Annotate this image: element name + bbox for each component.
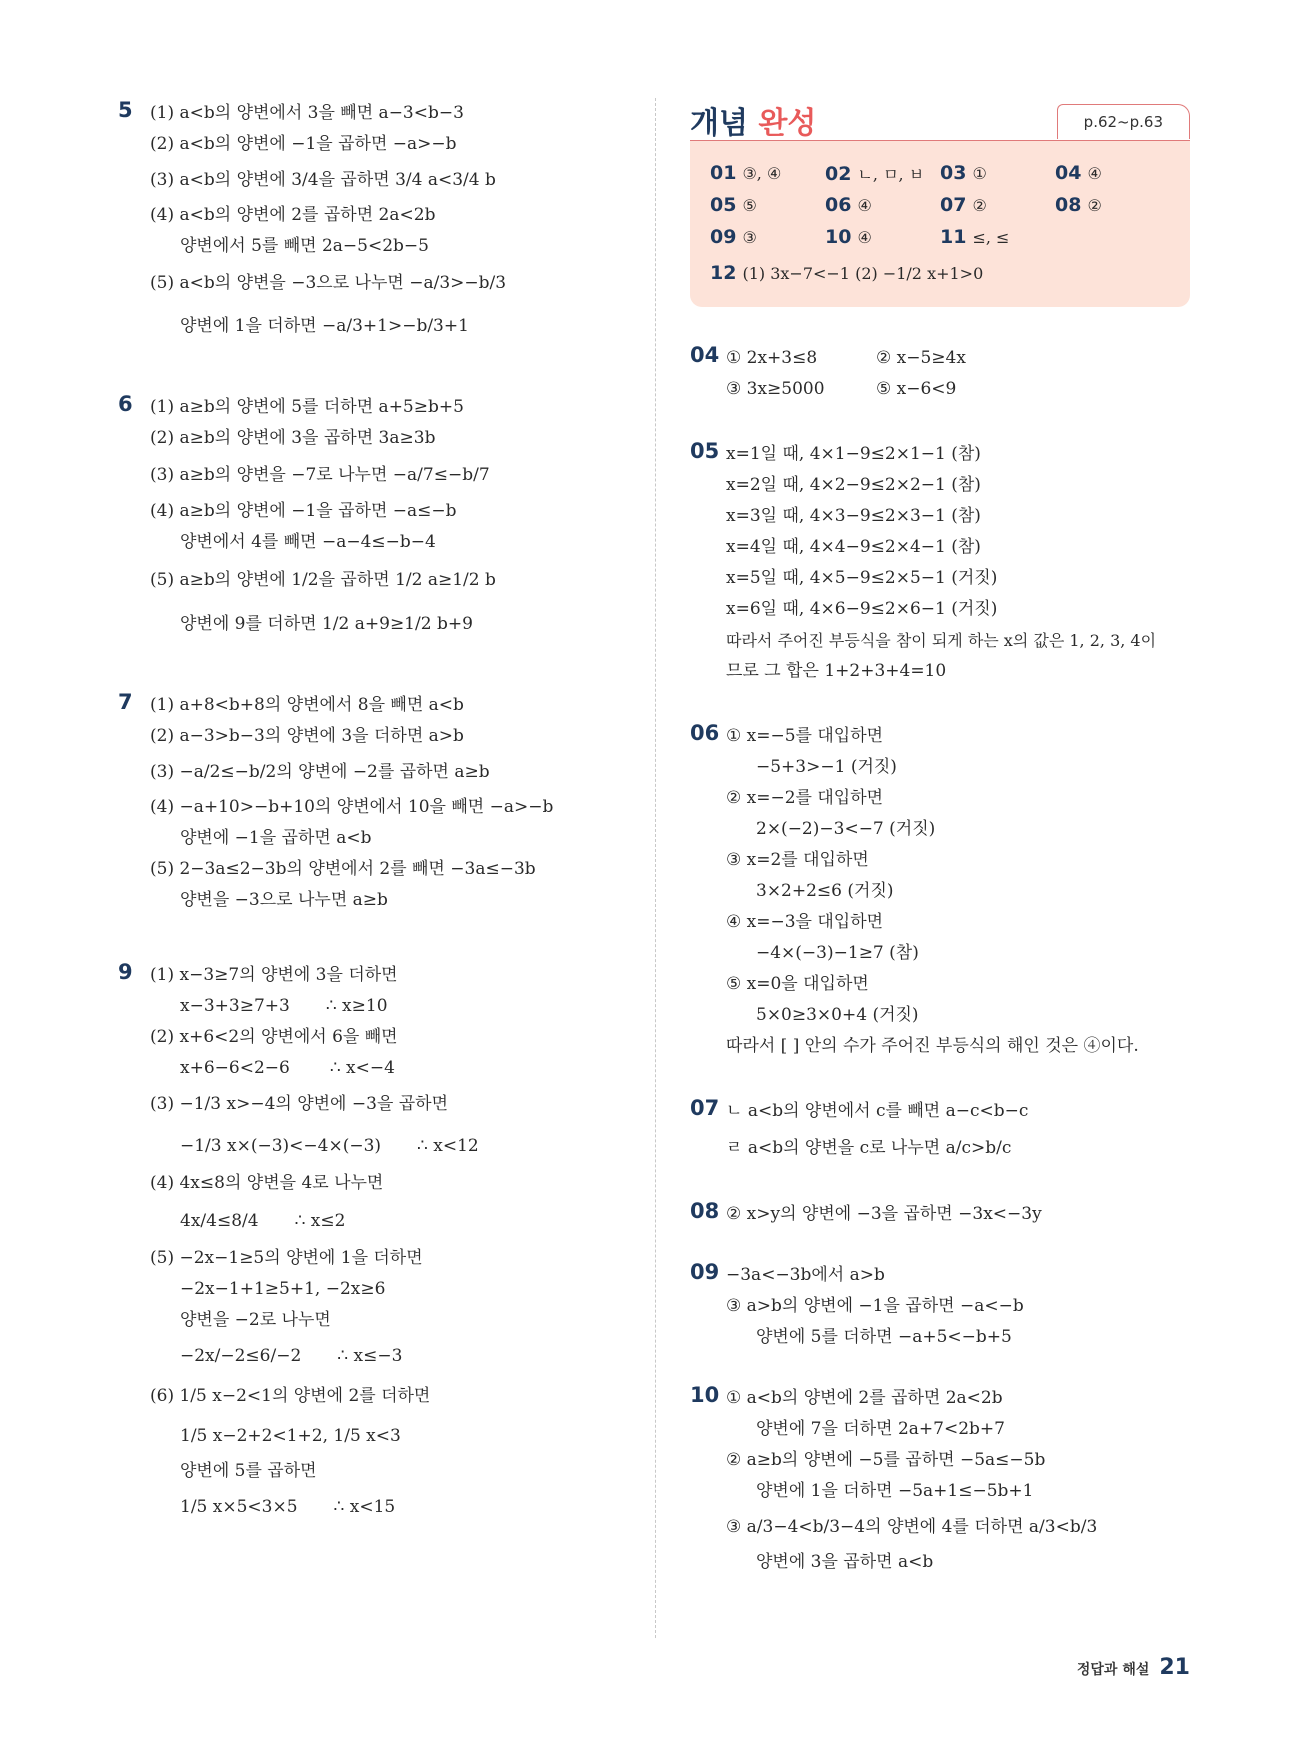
conclusion: ∴ x<−4	[329, 1058, 395, 1078]
solution-line: (1) a+8<b+8의 양변에서 8을 빼면 a<b	[150, 695, 464, 715]
solution-line: (1) a≥b의 양변에 5를 더하면 a+5≥b+5	[150, 397, 464, 417]
answer-item: 04 ④	[1055, 162, 1102, 184]
problem-07	[690, 1096, 1190, 1169]
problem-number: 6	[118, 392, 133, 416]
solution-line: 양변에 1을 더하면 −5a+1≤−5b+1	[756, 1481, 1034, 1501]
solution-line: 3×2+2≤6 (거짓)	[756, 881, 894, 901]
solution-line: 양변에 3을 곱하면 a<b	[756, 1552, 934, 1572]
problem-number: 06	[690, 721, 720, 745]
solution-line: 1/5 x×5<3×5	[180, 1497, 298, 1517]
solution-line: (3) −a/2≤−b/2의 양변에 −2를 곱하면 a≥b	[150, 762, 490, 782]
solution-line: 양변에 −1을 곱하면 a<b	[180, 828, 372, 848]
solution-line: 2×(−2)−3<−7 (거짓)	[756, 819, 936, 839]
section-header	[690, 98, 1190, 141]
solution-line: (2) a−3>b−3의 양변에 3을 더하면 a>b	[150, 726, 464, 746]
solution-line: (4) 4x≤8의 양변을 4로 나누면	[150, 1173, 384, 1193]
problem-9	[118, 960, 638, 1527]
footer-label: 정답과 해설	[1076, 1662, 1150, 1678]
solution-line: 양변에 7을 더하면 2a+7<2b+7	[756, 1419, 1005, 1439]
solution-line: (5) a<b의 양변을 −3으로 나누면 −a/3>−b/3	[150, 273, 507, 293]
solution-line: (6) 1/5 x−2<1의 양변에 2를 더하면	[150, 1386, 431, 1406]
solution-line: x=3일 때, 4×3−9≤2×3−1 (참)	[726, 506, 981, 526]
solution-line: −4×(−3)−1≥7 (참)	[756, 943, 919, 963]
solution-line: ② x>y의 양변에 −3을 곱하면 −3x<−3y	[726, 1204, 1042, 1224]
conclusion: ∴ x≤2	[294, 1211, 346, 1231]
problem-10	[690, 1383, 1190, 1578]
solution-line: (4) −a+10>−b+10의 양변에서 10을 빼면 −a>−b	[150, 797, 554, 817]
solution-line: ⑤ x−6<9	[876, 379, 957, 399]
solution-line: ② x−5≥4x	[876, 348, 966, 368]
solution-line: −2x/−2≤6/−2	[180, 1346, 302, 1366]
solution-line: 양변에 9를 더하면 1/2 a+9≥1/2 b+9	[180, 614, 473, 634]
solution-line: 5×0≥3×0+4 (거짓)	[756, 1005, 919, 1025]
answer-item: 01 ③, ④	[710, 162, 782, 184]
problem-08	[690, 1199, 1190, 1230]
column-divider	[655, 98, 656, 1638]
conclusion: ∴ x<12	[417, 1136, 479, 1156]
conclusion: ∴ x≤−3	[337, 1346, 403, 1366]
solution-line: (1) a<b의 양변에서 3을 빼면 a−3<b−3	[150, 103, 464, 123]
problem-number: 08	[690, 1199, 720, 1223]
problem-09	[690, 1260, 1190, 1353]
solution-line: 양변에서 5를 빼면 2a−5<2b−5	[180, 236, 429, 256]
problem-number: 9	[118, 960, 133, 984]
solution-line: (3) a≥b의 양변을 −7로 나누면 −a/7≤−b/7	[150, 465, 490, 485]
solution-line: 양변에 5를 곱하면	[180, 1461, 317, 1481]
solution-line: ③ a/3−4<b/3−4의 양변에 4를 더하면 a/3<b/3	[726, 1517, 1098, 1537]
problem-number: 09	[690, 1260, 720, 1284]
answer-item: 08 ②	[1055, 194, 1102, 216]
problem-number: 5	[118, 98, 133, 122]
solution-line: ③ 3x≥5000	[726, 379, 825, 399]
solution-line: x=5일 때, 4×5−9≤2×5−1 (거짓)	[726, 568, 998, 588]
solution-line: x+6−6<2−6	[180, 1058, 290, 1078]
problem-5	[118, 98, 638, 348]
section-title	[690, 98, 816, 142]
solution-line: ㄹ a<b의 양변을 c로 나누면 a/c>b/c	[726, 1138, 1012, 1158]
solution-line: ① 2x+3≤8	[726, 348, 818, 368]
solution-line: (4) a<b의 양변에 2를 곱하면 2a<2b	[150, 205, 436, 225]
solution-line: x−3+3≥7+3	[180, 996, 290, 1016]
solution-line: −5+3>−1 (거짓)	[756, 757, 897, 777]
title-text: 개념	[690, 106, 759, 141]
conclusion: ∴ x<15	[333, 1497, 396, 1517]
answer-item: 06 ④	[825, 194, 872, 216]
answer-item: 11 ≤, ≤	[940, 226, 1010, 248]
problem-6	[118, 392, 638, 646]
solution-line: 양변을 −3으로 나누면 a≥b	[180, 890, 388, 910]
solution-line: ③ x=2를 대입하면	[726, 850, 869, 870]
problem-04	[690, 343, 1190, 405]
solution-line: (5) −2x−1≥5의 양변에 1을 더하면	[150, 1248, 423, 1268]
solution-line: −3a<−3b에서 a>b	[726, 1265, 885, 1285]
solution-line: 따라서 주어진 부등식을 참이 되게 하는 x의 값은 1, 2, 3, 4이	[726, 631, 1157, 650]
answer-item: 02 ㄴ, ㅁ, ㅂ	[825, 162, 925, 185]
solution-line: (3) −1/3 x>−4의 양변에 −3을 곱하면	[150, 1094, 449, 1114]
left-column	[118, 98, 638, 1571]
problem-05	[690, 439, 1190, 687]
problem-number: 07	[690, 1096, 720, 1120]
answer-key-box	[690, 141, 1190, 307]
solution-line: ② a≥b의 양변에 −5를 곱하면 −5a≤−5b	[726, 1450, 1046, 1470]
solution-line: (4) a≥b의 양변에 −1을 곱하면 −a≤−b	[150, 501, 457, 521]
solution-line: ③ a>b의 양변에 −1을 곱하면 −a<−b	[726, 1296, 1024, 1316]
solution-line: (2) a<b의 양변에 −1을 곱하면 −a>−b	[150, 134, 457, 154]
problem-number: 7	[118, 690, 133, 714]
solution-line: 따라서 [ ] 안의 수가 주어진 부등식의 해인 것은 ④이다.	[726, 1036, 1139, 1056]
solution-line: (2) x+6<2의 양변에서 6을 빼면	[150, 1027, 398, 1047]
answer-item: 03 ①	[940, 162, 987, 184]
answer-item: 10 ④	[825, 226, 872, 248]
solution-line: x=4일 때, 4×4−9≤2×4−1 (참)	[726, 537, 981, 557]
solution-line: 4x/4≤8/4	[180, 1211, 259, 1231]
solution-line: (5) 2−3a≤2−3b의 양변에서 2를 빼면 −3a≤−3b	[150, 859, 536, 879]
answer-item: 12 (1) 3x−7<−1 (2) −1/2 x+1>0	[710, 262, 984, 284]
solution-line: ① a<b의 양변에 2를 곱하면 2a<2b	[726, 1388, 1003, 1408]
answer-item: 05 ⑤	[710, 194, 757, 216]
page-number: 21	[1159, 1655, 1190, 1680]
solution-line: ㄴ a<b의 양변에서 c를 빼면 a−c<b−c	[726, 1101, 1029, 1121]
solution-line: (1) x−3≥7의 양변에 3을 더하면	[150, 965, 398, 985]
right-column	[690, 98, 1190, 1622]
solution-line: (3) a<b의 양변에 3/4을 곱하면 3/4 a<3/4 b	[150, 170, 496, 190]
solution-line: 므로 그 합은 1+2+3+4=10	[726, 661, 947, 681]
page-range-tab: p.62~p.63	[1057, 104, 1190, 139]
solution-line: ⑤ x=0을 대입하면	[726, 974, 869, 994]
solution-line: ② x=−2를 대입하면	[726, 788, 884, 808]
problem-06	[690, 721, 1190, 1062]
answer-item: 07 ②	[940, 194, 987, 216]
solution-line: ④ x=−3을 대입하면	[726, 912, 884, 932]
solution-line: ① x=−5를 대입하면	[726, 726, 884, 746]
title-accent: 완성	[758, 106, 817, 141]
solution-line: 1/5 x−2+2<1+2, 1/5 x<3	[180, 1426, 401, 1446]
solution-line: (5) a≥b의 양변에 1/2을 곱하면 1/2 a≥1/2 b	[150, 570, 496, 590]
conclusion: ∴ x≥10	[325, 996, 388, 1016]
solution-line: −2x−1+1≥5+1, −2x≥6	[180, 1279, 386, 1299]
solution-line: x=1일 때, 4×1−9≤2×1−1 (참)	[726, 444, 981, 464]
solution-line: −1/3 x×(−3)<−4×(−3)	[180, 1136, 382, 1156]
solution-line: x=2일 때, 4×2−9≤2×2−1 (참)	[726, 475, 981, 495]
solution-line: 양변에 5를 더하면 −a+5<−b+5	[756, 1327, 1012, 1347]
problem-number: 10	[690, 1383, 720, 1407]
problem-number: 04	[690, 343, 720, 367]
solution-line: 양변을 −2로 나누면	[180, 1310, 331, 1330]
answer-item: 09 ③	[710, 226, 757, 248]
solution-line: 양변에 1을 더하면 −a/3+1>−b/3+1	[180, 316, 469, 336]
problem-number: 05	[690, 439, 720, 463]
solution-line: x=6일 때, 4×6−9≤2×6−1 (거짓)	[726, 599, 998, 619]
solution-line: 양변에서 4를 빼면 −a−4≤−b−4	[180, 532, 436, 552]
page-footer	[1077, 1655, 1190, 1680]
solution-line: (2) a≥b의 양변에 3을 곱하면 3a≥3b	[150, 428, 436, 448]
problem-7	[118, 690, 638, 916]
